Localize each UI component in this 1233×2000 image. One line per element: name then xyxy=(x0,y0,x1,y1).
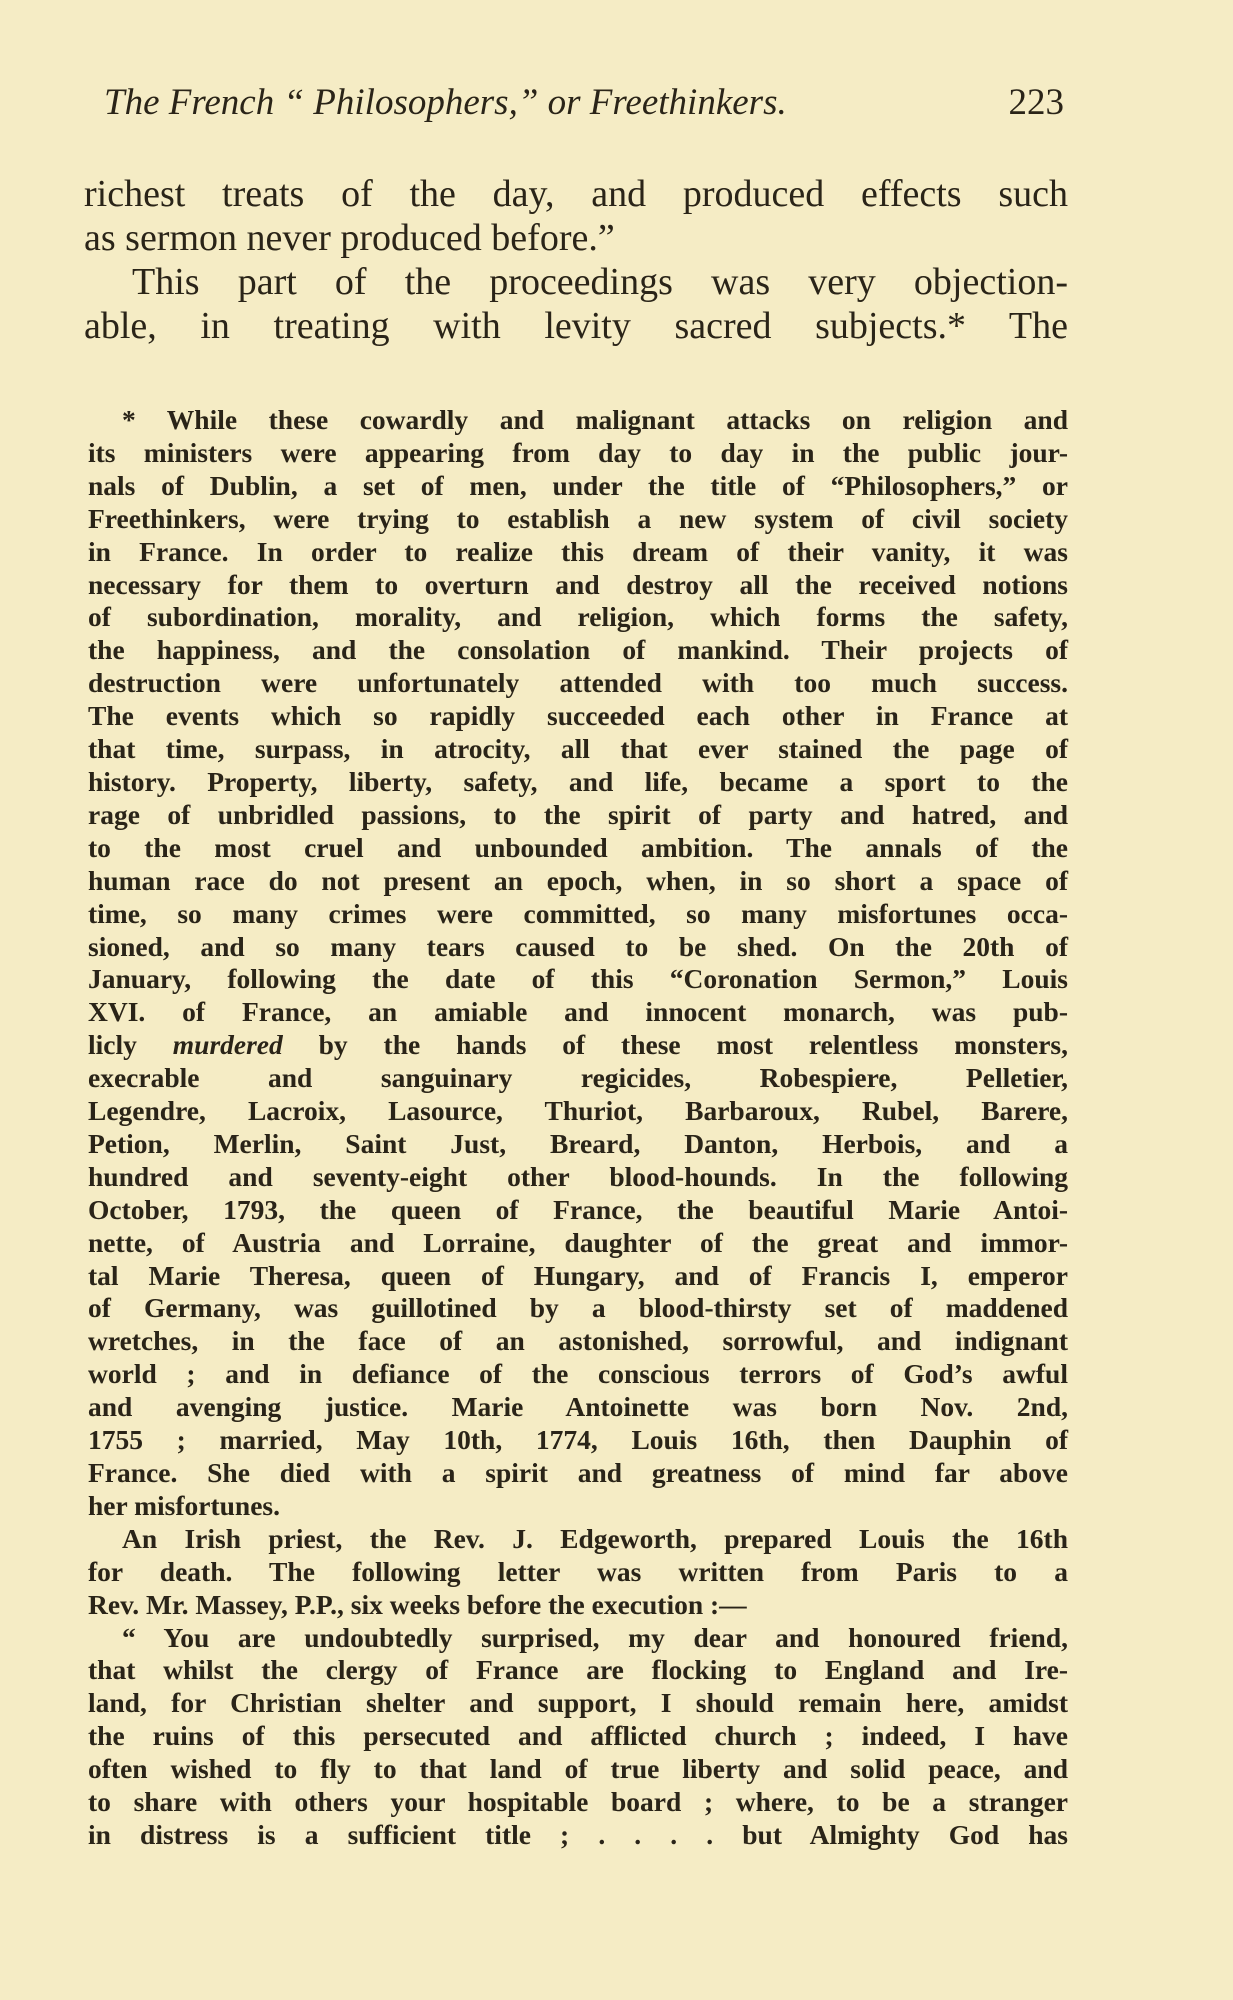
footnote-line: tal Marie Theresa, queen of Hungary, and of Francis I, emperor xyxy=(88,1259,1068,1291)
footnote-fragment: by the hands of these most relentless monsters, xyxy=(318,1029,1069,1061)
footnote-line: in France. In order to realize this dream of their vanity, it was xyxy=(88,535,1068,567)
footnote-line: the happiness, and the consolation of mankind. Their projects of xyxy=(88,634,1068,666)
body-line: richest treats of the day, and produced effects such xyxy=(84,173,1068,215)
footnote-line: “ You are undoubtedly surprised, my dear and honoured friend, xyxy=(122,1621,1068,1653)
footnote-line: time, so many crimes were committed, so many misfortunes occa- xyxy=(88,897,1068,929)
page-number: 223 xyxy=(1008,82,1064,123)
footnote-line: world ; and in defiance of the conscious terrors of God’s awful xyxy=(88,1358,1068,1390)
footnote-line: that time, surpass, in atrocity, all that ever stained the page of xyxy=(88,733,1068,765)
footnote-line: * While these cowardly and malignant attacks on religion and xyxy=(122,404,1068,435)
footnote-line: nals of Dublin, a set of men, under the title of “Philosophers,” or xyxy=(88,469,1068,501)
footnote-line: the ruins of this persecuted and afflicted church ; indeed, I have xyxy=(88,1720,1068,1752)
footnote-line: sioned, and so many tears caused to be shed. On the 20th of xyxy=(88,930,1068,962)
body-line: This part of the proceedings was very objection- xyxy=(132,261,1068,303)
footnote-line: necessary for them to overturn and destroy all the received notions xyxy=(88,568,1068,600)
footnote-line: to share with others your hospitable board ; where, to be a stranger xyxy=(88,1786,1068,1818)
footnote-line: The events which so rapidly succeeded each other in France at xyxy=(88,700,1068,732)
footnote-line: Petion, Merlin, Saint Just, Breard, Danton, Herbois, and a xyxy=(88,1127,1068,1159)
footnote-line: Freethinkers, were trying to establish a new system of civil society xyxy=(88,502,1068,534)
footnote-line: XVI. of France, an amiable and innocent monarch, was pub- xyxy=(88,996,1068,1028)
footnote-line: nette, of Austria and Lorraine, daughter of the great and immor- xyxy=(88,1226,1068,1258)
footnote-line: its ministers were appearing from day to day in the public jour- xyxy=(88,436,1068,468)
running-header xyxy=(104,80,1064,126)
footnote-line: January, following the date of this “Coronation Sermon,” Louis xyxy=(88,963,1068,995)
footnote-line: 1755 ; married, May 10th, 1774, Louis 16th, then Dauphin of xyxy=(88,1424,1068,1456)
body-line: able, in treating with levity sacred subjects.* The xyxy=(84,305,1068,347)
footnote-line: hundred and seventy-eight other blood-hounds. In the following xyxy=(88,1160,1068,1192)
main-text xyxy=(84,172,1068,348)
footnote xyxy=(88,404,1068,1852)
footnote-fragment: licly xyxy=(88,1029,137,1061)
footnote-line: execrable and sanguinary regicides, Robespiere, Pelletier, xyxy=(88,1062,1068,1094)
running-title: The French “ Philosophers,” or Freethinkers. xyxy=(104,82,787,123)
footnote-line: in distress is a sufficient title ; . . . . but Almighty God has xyxy=(88,1818,1068,1850)
footnote-line: land, for Christian shelter and support, I should remain here, amidst xyxy=(88,1687,1068,1719)
footnote-line: often wished to fly to that land of true liberty and solid peace, and xyxy=(88,1753,1068,1785)
footnote-line: wretches, in the face of an astonished, sorrowful, and indignant xyxy=(88,1325,1068,1357)
footnote-line: Rev. Mr. Massey, P.P., six weeks before the execution :— xyxy=(88,1588,747,1620)
footnote-line: Legendre, Lacroix, Lasource, Thuriot, Barbaroux, Rubel, Barere, xyxy=(88,1095,1068,1127)
footnote-line: destruction were unfortunately attended with too much success. xyxy=(88,667,1068,699)
footnote-line: for death. The following letter was written from Paris to a xyxy=(88,1555,1068,1587)
footnote-line: her misfortunes. xyxy=(88,1489,280,1521)
footnote-line: France. She died with a spirit and greatness of mind far above xyxy=(88,1457,1068,1488)
footnote-line xyxy=(88,1029,1068,1062)
footnote-line: of Germany, was guillotined by a blood-thirsty set of maddened xyxy=(88,1292,1068,1324)
footnote-line: October, 1793, the queen of France, the beautiful Marie Antoi- xyxy=(88,1193,1068,1225)
footnote-line: to the most cruel and unbounded ambition. The annals of the xyxy=(88,831,1068,863)
footnote-line: history. Property, liberty, safety, and life, became a sport to the xyxy=(88,765,1068,797)
footnote-line: An Irish priest, the Rev. J. Edgeworth, prepared Louis the 16th xyxy=(122,1522,1068,1554)
footnote-line: of subordination, morality, and religion, which forms the safety, xyxy=(88,601,1068,633)
footnote-line: and avenging justice. Marie Antoinette was born Nov. 2nd, xyxy=(88,1391,1068,1423)
footnote-line: human race do not present an epoch, when, in so short a space of xyxy=(88,864,1068,896)
emphasis-text: murdered xyxy=(172,1029,283,1061)
footnote-line: rage of unbridled passions, to the spirit of party and hatred, and xyxy=(88,798,1068,830)
footnote-line: that whilst the clergy of France are flocking to England and Ire- xyxy=(88,1654,1068,1686)
body-line: as sermon never produced before.” xyxy=(84,217,615,259)
